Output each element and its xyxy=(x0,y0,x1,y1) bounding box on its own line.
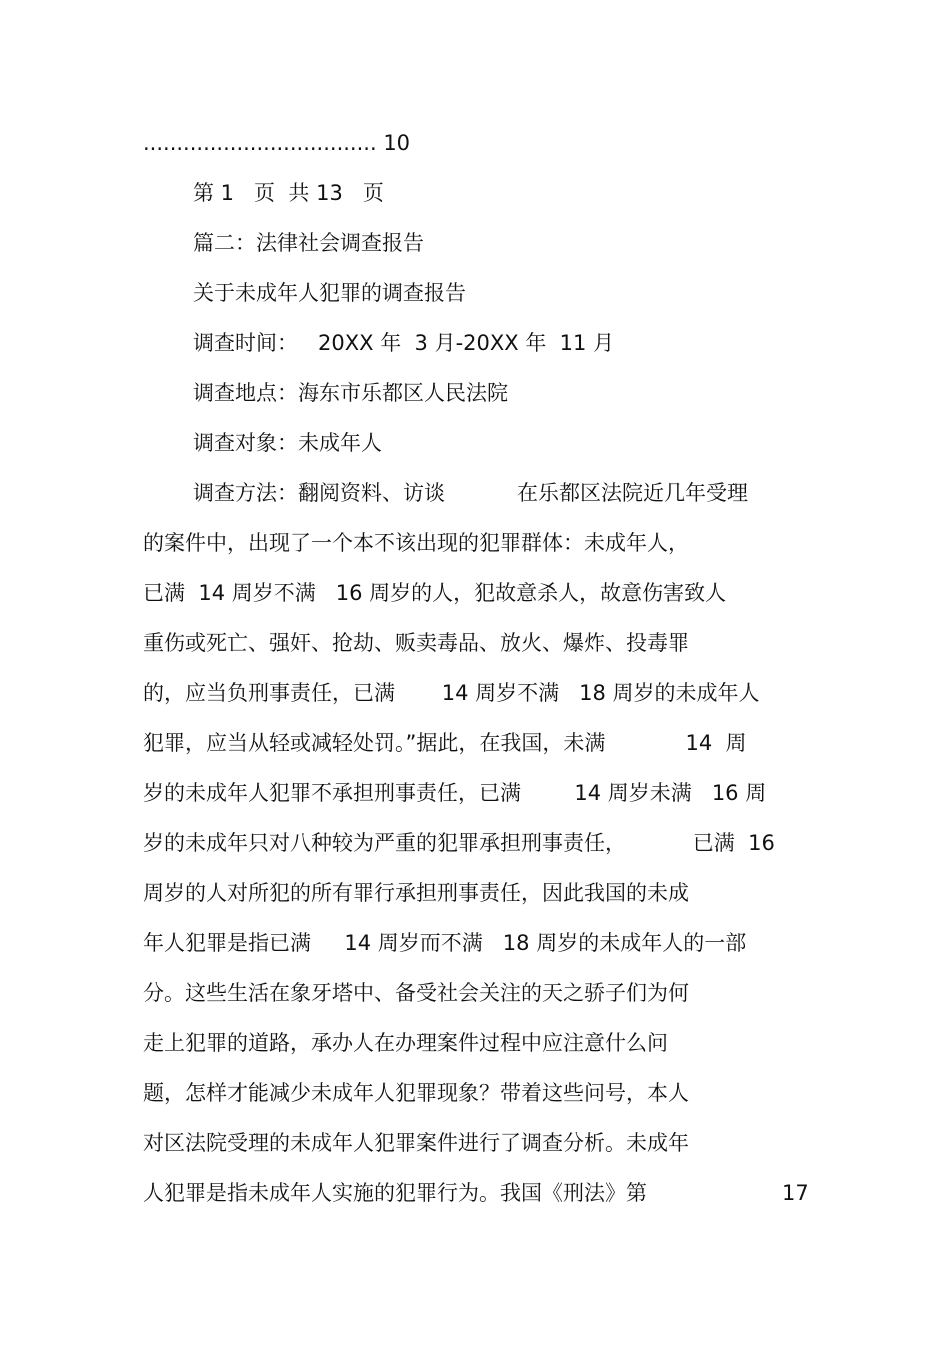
body-line: 的，应当负刑事责任，已满 14 周岁不满 18 周岁的未成年人 xyxy=(143,681,760,705)
body-line: 人犯罪是指未成年人实施的犯罪行为。我国《刑法》第 xyxy=(143,1181,647,1205)
survey-method xyxy=(193,479,748,507)
body-line: 周岁的人对所犯的所有罪行承担刑事责任，因此我国的未成 xyxy=(143,881,689,905)
section-heading: 篇二：法律社会调查报告 xyxy=(193,231,424,255)
body-line: 重伤或死亡、强奸、抢劫、贩卖毒品、放火、爆炸、投毒罪 xyxy=(143,631,689,655)
body-line: 年人犯罪是指已满 14 周岁而不满 18 周岁的未成年人的一部 xyxy=(143,931,747,955)
page-indicator: 第 1 页 共 13 页 xyxy=(193,181,384,205)
toc-page-number: 10 xyxy=(376,131,411,155)
survey-time: 调查时间： 20XX 年 3 月-20XX 年 11 月 xyxy=(193,331,615,355)
body-line: 犯罪，应当从轻或减轻处罚。”据此，在我国，未满 14 周 xyxy=(143,731,747,755)
toc-entry xyxy=(143,129,410,157)
body-line: 题，怎样才能减少未成年人犯罪现象？带着这些问号，本人 xyxy=(143,1081,689,1105)
survey-method-tail: 在乐都区法院近几年受理 xyxy=(517,481,748,505)
survey-method-label: 调查方法：翻阅资料、访谈 xyxy=(193,481,445,505)
survey-subject: 调查对象：未成年人 xyxy=(193,431,382,455)
body-line: 对区法院受理的未成年人犯罪案件进行了调查分析。未成年 xyxy=(143,1131,689,1155)
body-line: 分。这些生活在象牙塔中、备受社会关注的天之骄子们为何 xyxy=(143,981,689,1005)
body-line-tail: 17 xyxy=(782,1181,809,1205)
body-line: 的案件中，出现了一个本不该出现的犯罪群体：未成年人， xyxy=(143,531,689,555)
toc-leader: ................................... xyxy=(143,131,377,155)
report-title: 关于未成年人犯罪的调查报告 xyxy=(193,281,466,305)
survey-place: 调查地点：海东市乐都区人民法院 xyxy=(193,381,508,405)
body-line: 岁的未成年只对八种较为严重的犯罪承担刑事责任， 已满 16 xyxy=(143,831,775,855)
body-line: 走上犯罪的道路，承办人在办理案件过程中应注意什么问 xyxy=(143,1031,668,1055)
body-line: 岁的未成年人犯罪不承担刑事责任，已满 14 周岁未满 16 周 xyxy=(143,781,767,805)
body-line: 已满 14 周岁不满 16 周岁的人，犯故意杀人，故意伤害致人 xyxy=(143,581,727,605)
